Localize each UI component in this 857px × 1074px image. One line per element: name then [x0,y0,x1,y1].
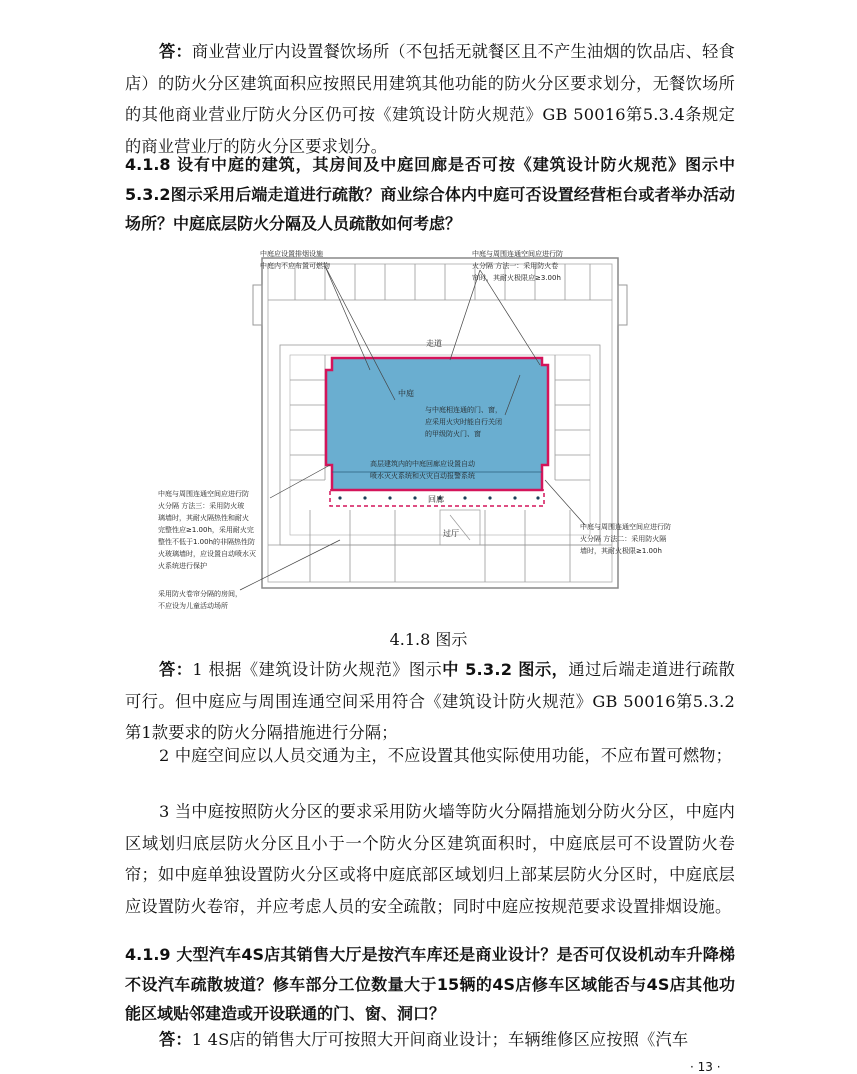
annotation-method-one-line2: 火分隔 方法一：采用防火卷 [472,262,559,270]
hall-label: 过厅 [443,529,459,538]
answer-text: 商业营业厅内设置餐饮场所（不包括无就餐区且不产生油烟的饮品店、轻食店）的防火分区建筑面积应按照民用建筑其他功能的防火分区要求划分，无餐饮场所的其他商业营业厅防火分区仍可按《建筑设计防火规范》GB 50016第5.3.4条规定的商业营业厅的防火分区要求划分。 [125,42,735,156]
answer-4-1-8-item-1 [125,654,735,749]
annotation-method-three-line4: 完整性应≥1.00h，采用耐火完 [158,526,254,534]
annotation-method-three-line1: 中庭与周围连通空间应进行防 [158,490,249,498]
annotation-method-one-line3: 帘时，其耐火极限应≥3.00h [472,274,561,282]
annotation-sprinkler-line1: 高层建筑内的中庭回廊应设置自动 [370,460,475,468]
page-number: · 13 · [690,1060,721,1074]
right-room-column [555,355,590,480]
answer-text-part1: 1 根据《建筑设计防火规范》图示 [192,660,443,679]
left-room-column [290,355,325,480]
question-4-1-8: 4.1.8 设有中庭的建筑，其房间及中庭回廊是否可按《建筑设计防火规范》图示中5.3.2图示采用后端走道进行疏散？商业综合体内中庭可否设置经营柜台或者举办活动场所？中庭底层防火分隔及人员疏散如何考虑？ [125,155,735,233]
corridor-label: 走道 [426,339,442,348]
annotation-method-three-line3: 璃墙时，其耐火隔热性和耐火 [158,514,249,522]
answer-label: 答： [159,660,193,679]
annotation-method-two-line1: 中庭与周围连通空间应进行防 [580,523,671,531]
question-4-1-9: 4.1.9 大型汽车4S店其销售大厅是按汽车库还是商业设计？是否可仅设机动车升降梯不设汽车疏散坡道？修车部分工位数量大于15辆的4S店修车区域能否与4S店其他功能区域贴邻建造或开设联通的门、窗、洞口？ [125,945,735,1023]
annotation-method-one-line1: 中庭与周围连通空间应进行防 [472,250,563,258]
floor-plan-diagram [150,240,710,615]
answer-label: 答： [159,42,192,61]
annotation-door-line3: 的甲级防火门、窗 [425,430,481,438]
annotation-sprinkler-line2: 喷水灭火系统和火灾自动报警系统 [370,472,475,480]
answer-text-part2: 通过后端走道进行疏散可行。但中庭应与周围连通空间采用符合《建筑设计防火规范》GB 50016第5.3.2第1款要求的防火分隔措施进行分隔； [125,660,735,742]
annotation-method-three-line7: 火系统进行保护 [158,562,207,570]
atrium-fire-separation-figure [150,240,710,615]
annotation-no-children-line2: 不应设为儿童活动场所 [158,602,228,610]
annotation-no-children-line1: 采用防火卷帘分隔的房间， [158,590,242,598]
gallery-label: 回廊 [428,495,444,504]
atrium-label: 中庭 [398,389,414,398]
answer-label: 答： [159,1030,192,1049]
annotation-method-three-line5: 整性不低于1.00h的非隔热性防 [158,538,256,546]
annotation-method-three-line2: 火分隔 方法三：采用防火玻 [158,502,245,510]
annotation-method-three-line6: 火玻璃墙时，应设置自动喷水灭 [158,550,256,558]
answer-4-1-8-item-3: 3 当中庭按照防火分区的要求采用防火墙等防火分隔措施划分防火分区，中庭内区域划归底层防火分区且小于一个防火分区建筑面积时，中庭底层可不设置防火卷帘；如中庭单独设置防火分区或将中庭底部区域划归上部某层防火分区时，中庭底层应设置防火卷帘，并应考虑人员的安全疏散；同时中庭应按规范要求设置排烟设施。 [125,802,735,916]
annotation-no-combustibles: 中庭内不应布置可燃物 [260,262,330,270]
answer-4-1-8-item-2: 2 中庭空间应以人员交通为主，不应设置其他实际使用功能，不应布置可燃物； [159,746,733,765]
answer-4-1-9 [125,1024,735,1056]
annotation-method-two-line3: 墙时，其耐火极限≥1.00h [580,547,662,555]
annotation-door-line1: 与中庭相连通的门、窗， [425,406,502,414]
annotation-smoke-exhaust: 中庭应设置排烟设施 [260,250,323,258]
annotation-method-two-line2: 火分隔 方法二：采用防火隔 [580,535,667,543]
answer-paragraph-4-1-7 [125,36,735,162]
annotation-door-line2: 应采用火灾时能自行关闭 [425,418,502,426]
answer-text-bold: 中 5.3.2 图示， [442,660,569,679]
figure-caption: 4.1.8 图示 [389,630,468,649]
answer-text: 1 4S店的销售大厅可按照大开间商业设计；车辆维修区应按照《汽车 [191,1030,689,1049]
